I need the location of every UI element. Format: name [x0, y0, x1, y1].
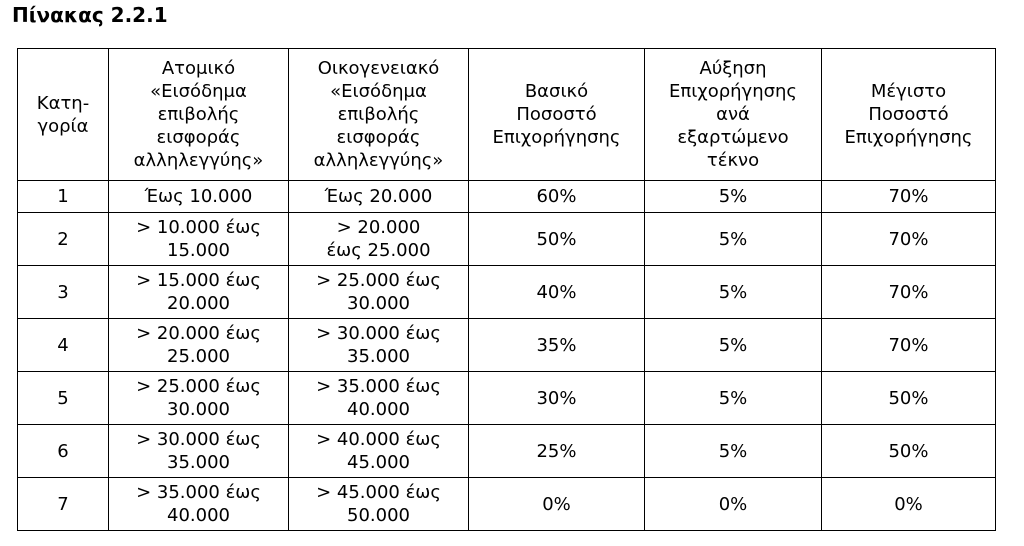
cell-family-income: > 30.000 έως 35.000	[289, 319, 469, 372]
cell-max-rate: 50%	[822, 425, 996, 478]
cell-individual-income: > 20.000 έως 25.000	[109, 319, 289, 372]
table-row	[18, 213, 996, 266]
table-row	[18, 181, 996, 213]
cell-basic-rate: 25%	[469, 425, 645, 478]
cell-category: 4	[18, 319, 109, 372]
cell-increase-per-child: 5%	[645, 181, 822, 213]
cell-basic-rate: 30%	[469, 372, 645, 425]
cell-increase-per-child: 5%	[645, 266, 822, 319]
cell-individual-income: > 30.000 έως 35.000	[109, 425, 289, 478]
table-row	[18, 266, 996, 319]
cell-max-rate: 70%	[822, 266, 996, 319]
table-row	[18, 372, 996, 425]
header-family-income: Οικογενειακό «Εισόδημα επιβολής εισφοράς αλληλεγγύης»	[289, 49, 469, 181]
cell-category: 6	[18, 425, 109, 478]
cell-increase-per-child: 5%	[645, 372, 822, 425]
cell-family-income: > 35.000 έως 40.000	[289, 372, 469, 425]
header-category: Κατη- γορία	[18, 49, 109, 181]
header-basic-rate: Βασικό Ποσοστό Επιχορήγησης	[469, 49, 645, 181]
cell-category: 5	[18, 372, 109, 425]
cell-increase-per-child: 5%	[645, 425, 822, 478]
cell-increase-per-child: 5%	[645, 319, 822, 372]
cell-individual-income: Έως 10.000	[109, 181, 289, 213]
header-increase-per-child: Αύξηση Επιχορήγησης ανά εξαρτώμενο τέκνο	[645, 49, 822, 181]
cell-max-rate: 70%	[822, 213, 996, 266]
cell-family-income: > 45.000 έως 50.000	[289, 478, 469, 531]
cell-individual-income: > 35.000 έως 40.000	[109, 478, 289, 531]
cell-category: 3	[18, 266, 109, 319]
header-individual-income: Ατομικό «Εισόδημα επιβολής εισφοράς αλληλεγγύης»	[109, 49, 289, 181]
cell-category: 2	[18, 213, 109, 266]
cell-individual-income: > 10.000 έως 15.000	[109, 213, 289, 266]
cell-increase-per-child: 0%	[645, 478, 822, 531]
cell-individual-income: > 15.000 έως 20.000	[109, 266, 289, 319]
cell-basic-rate: 40%	[469, 266, 645, 319]
cell-increase-per-child: 5%	[645, 213, 822, 266]
cell-max-rate: 0%	[822, 478, 996, 531]
cell-max-rate: 50%	[822, 372, 996, 425]
cell-basic-rate: 0%	[469, 478, 645, 531]
cell-individual-income: > 25.000 έως 30.000	[109, 372, 289, 425]
header-row	[18, 49, 996, 181]
cell-max-rate: 70%	[822, 181, 996, 213]
table-row	[18, 478, 996, 531]
cell-family-income: Έως 20.000	[289, 181, 469, 213]
cell-family-income: > 25.000 έως 30.000	[289, 266, 469, 319]
cell-family-income: > 40.000 έως 45.000	[289, 425, 469, 478]
cell-category: 7	[18, 478, 109, 531]
table-title: Πίνακας 2.2.1	[12, 3, 168, 27]
header-max-rate: Μέγιστο Ποσοστό Επιχορήγησης	[822, 49, 996, 181]
table-row	[18, 319, 996, 372]
cell-category: 1	[18, 181, 109, 213]
cell-basic-rate: 35%	[469, 319, 645, 372]
subsidy-table	[17, 48, 996, 531]
cell-basic-rate: 50%	[469, 213, 645, 266]
cell-family-income: > 20.000 έως 25.000	[289, 213, 469, 266]
cell-basic-rate: 60%	[469, 181, 645, 213]
table-row	[18, 425, 996, 478]
cell-max-rate: 70%	[822, 319, 996, 372]
